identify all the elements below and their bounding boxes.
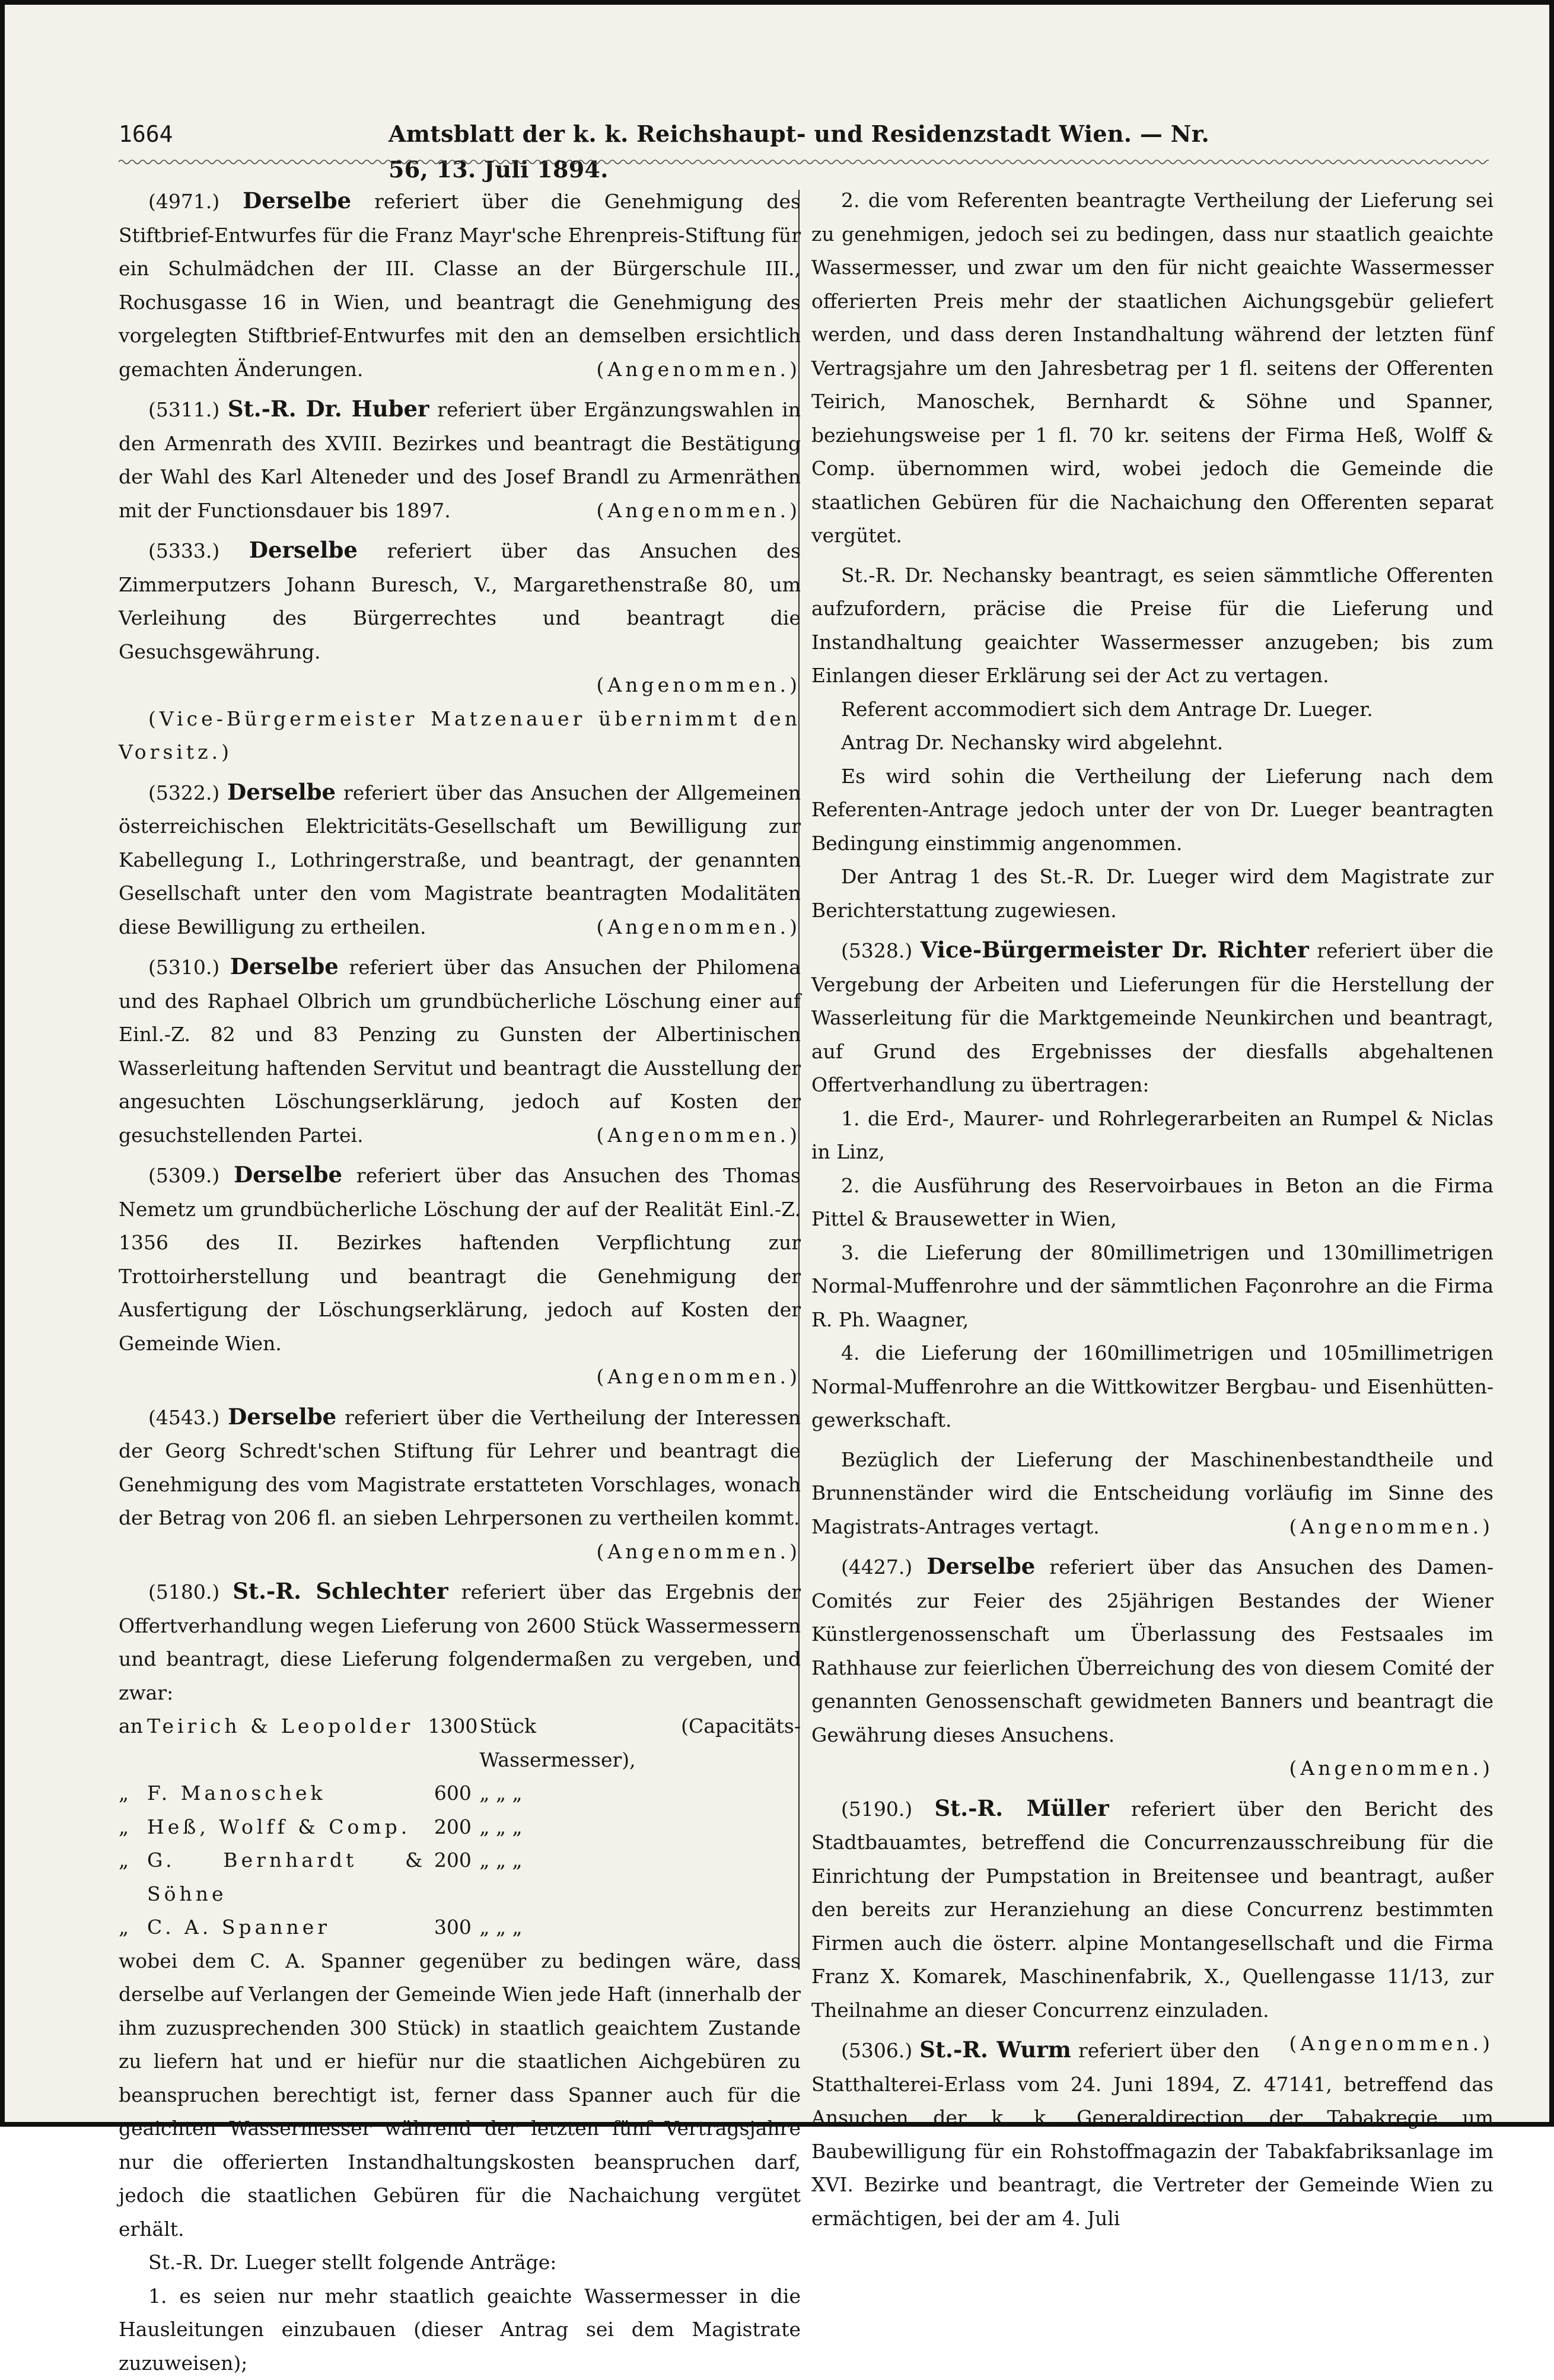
result-label: (Angenommen.) xyxy=(567,494,801,528)
entry-5180: (5180.) St.-R. Schlechter referiert über das Ergebnis der Offertverhandlung wegen Lieferung von 2600 Stück Wassermessern und beantragt, diese Lieferung folgendermaßen zu vergeben, und zwar: xyxy=(119,1574,801,1710)
header-title: Amtsblatt der k. k. Reichshaupt- und Residenzstadt Wien. — Nr. 56, 13. Juli 1894. xyxy=(388,116,1252,187)
nechansky-rejected: Antrag Dr. Nechansky wird abgelehnt. xyxy=(811,726,1494,760)
entry-5306: (5306.) St.-R. Wurm referiert über den Statthalterei-Erlass vom 24. Juni 1894, Z. 47141, betreffend das Ansuchen der k. k. Generaldirection der Tabakregie um Baubewilligung für ein Rohstoffmagazin der Tabakfabriksanlage im XVI. Bezirke und beantragt, die Vertreter der Gemeinde Wien zu ermächtigen, bei der am 4. Juli xyxy=(811,2033,1494,2235)
list-item: 2. die Ausführung des Reservoirbaues in Beton an die Firma Pittel & Brausewetter in Wien, xyxy=(811,1169,1494,1236)
list-item: 4. die Lieferung der 160millimetrigen und 105millimetrigen Normal-Muffenrohre an die Wittkowitzer Bergbau- und Eisenhütten-gewerkschaft. xyxy=(811,1337,1494,1437)
lueger-motion-1: 1. es seien nur mehr staatlich geaichte Wassermesser in die Hausleitungen einzubauen (dieser Antrag sei dem Magistrate zuzuweisen); xyxy=(119,2280,801,2380)
entry-5190: (5190.) St.-R. Müller referiert über den Bericht des Stadtbauamtes, betreffend die Concurrenzausschreibung für die Einrichtung der Pumpstation in Breitensee und beantragt, außer den bereits zur Heranziehung an diese Concurrenz bestimmten Firmen auch die österr. alpine Montangesellschaft und die Firma Franz X. Komarek, Maschinenfabrik, X., Quellengasse 11/13, zur Theilnahme an dieser Concurrenz einzuladen. (Angenommen.) xyxy=(811,1792,1494,2028)
entry-5180-tail: wobei dem C. A. Spanner gegenüber zu bedingen wäre, dass derselbe auf Verlangen der Gemeinde Wien jede Haft (innerhalb der ihm zuzusprechenden 300 Stück) in staatlich geaichtem Zustande zu liefern hat und er hiefür nur die staatlichen Aichgebüren zu beanspruchen berechtigt ist, ferner dass Spanner auch für die geaichten Wassermesser während der letzten fünf Vertragsjahre nur die offerierten Instandhaltungskosten beanspruchen darf, jedoch die staatlichen Gebüren für die Nachaichung vergütet erhält. xyxy=(119,1945,801,2247)
supplier-table xyxy=(119,1710,801,1945)
entry-5328-tail: Bezüglich der Lieferung der Maschinenbestandtheile und Brunnenständer wird die Entscheidung vorläufig im Sinne des Magistrats-Antrages vertagt. (Angenommen.) xyxy=(811,1443,1494,1544)
table-row: „ C. A. Spanner 300 „ „ „ xyxy=(119,1911,801,1945)
right-column xyxy=(811,184,1494,2235)
list-item: 1. die Erd-, Maurer- und Rohrlegerarbeiten an Rumpel & Niclas in Linz, xyxy=(811,1102,1494,1169)
motion-1-assigned: Der Antrag 1 des St.-R. Dr. Lueger wird dem Magistrate zur Berichterstattung zugewiesen. xyxy=(811,860,1494,927)
entry-5311: (5311.) St.-R. Dr. Huber referiert über Ergänzungswahlen in den Armenrath des XVIII. Bezirkes und beantragt die Bestätigung der Wahl des Karl Alteneder und des Josef Brandl zu Armenräthen mit der Functionsdauer bis 1897. (Angenommen.) xyxy=(119,392,801,527)
lueger-motion-2: 2. die vom Referenten beantragte Vertheilung der Lieferung sei zu genehmigen, jedoch sei zu bedingen, dass nur staatlich geaichte Wassermesser, und zwar um den für nicht geaichte Wassermesser offerierten Preis mehr der staatlichen Aichungsgebür geliefert werden, und dass deren Instandhaltung während der letzten fünf Vertragsjahre um den Jahresbetrag per 1 fl. seitens der Offerenten Teirich, Manoschek, Bernhardt & Söhne und Spanner, beziehungsweise per 1 fl. 70 kr. seitens der Firma Heß, Wolff & Comp. übernommen wird, wobei jedoch die Gemeinde die staatlichen Gebüren für die Nachaichung den Offerenten separat vergütet. xyxy=(811,184,1494,553)
result-label: (Angenommen.) xyxy=(567,911,801,944)
entry-4971: (4971.) Derselbe referiert über die Genehmigung des Stiftbrief-Entwurfes für die Franz Mayr'sche Ehrenpreis-Stiftung für ein Schulmädchen der III. Classe an der Bürgerschule III., Rochusgasse 16 in Wien, und beantragt die Genehmigung des vorgelegten Stiftbrief-Entwurfes mit den an demselben ersichtlich gemachten Änderungen. (Angenommen.) xyxy=(119,184,801,386)
entry-5328: (5328.) Vice-Bürgermeister Dr. Richter referiert über die Vergebung der Arbeiten und Lieferungen für die Herstellung der Wasserleitung für die Marktgemeinde Neunkirchen und beantragt, auf Grund des Ergebnisses der diesfalls abgehaltenen Offertverhandlung zu übertragen: xyxy=(811,933,1494,1102)
entry-5322: (5322.) Derselbe referiert über das Ansuchen der Allgemeinen österreichischen Elektricitäts-Gesellschaft um Bewilligung zur Kabellegung I., Lothringerstraße, und beantragt, der genannten Gesellschaft unter den vom Magistrate beantragten Modalitäten diese Bewilligung zu ertheilen. (Angenommen.) xyxy=(119,775,801,944)
header-wavy-rule xyxy=(119,158,1489,166)
result-label: (Angenommen.) xyxy=(567,353,801,387)
result-label: (Angenommen.) xyxy=(119,1535,801,1569)
table-row: „ Heß, Wolff & Comp. 200 „ „ „ xyxy=(119,1811,801,1844)
entry-5310: (5310.) Derselbe referiert über das Ansuchen der Philomena und des Raphael Olbrich um grundbücherliche Löschung einer auf Einl.-Z. 82 und 83 Penzing zu Gunsten der Albertinischen Wasserleitung haftenden Servitut und beantragt die Ausstellung der angesuchten Löschungserklärung, jedoch auf Kosten der gesuchstellenden Partei. (Angenommen.) xyxy=(119,950,801,1152)
table-row: „ F. Manoschek 600 „ „ „ xyxy=(119,1777,801,1811)
table-row: an Teirich & Leopolder 1300 Stück (Capacitäts-Wassermesser), xyxy=(119,1710,801,1777)
table-row: „ G. Bernhardt & Söhne 200 „ „ „ xyxy=(119,1844,801,1911)
result-label: (Angenommen.) xyxy=(1260,2027,1494,2061)
page-header xyxy=(119,116,1252,152)
referent-accommodates: Referent accommodiert sich dem Antrage Dr. Lueger. xyxy=(811,693,1494,727)
result-label: (Angenommen.) xyxy=(567,1119,801,1153)
entry-4543: (4543.) Derselbe referiert über die Vertheilung der Interessen der Georg Schredt'schen Stiftung für Lehrer und beantragt die Genehmigung des vom Magistrate erstatteten Vorschlages, wonach der Betrag von 206 fl. an sieben Lehrpersonen zu vertheilen kommt. (Angenommen.) xyxy=(119,1400,801,1569)
result-label: (Angenommen.) xyxy=(811,1752,1494,1786)
list-item: 3. die Lieferung der 80millimetrigen und 130millimetrigen Normal-Muffenrohre und der sämmtlichen Façonrohre an die Firma R. Ph. Waagner, xyxy=(811,1236,1494,1337)
lueger-intro: St.-R. Dr. Lueger stellt folgende Anträge: xyxy=(119,2246,801,2280)
page-number: 1664 xyxy=(119,116,173,152)
entry-4427: (4427.) Derselbe referiert über das Ansuchen des Damen-Comités zur Feier des 25jährigen Bestandes der Wiener Künstlergenossenschaft um Überlassung des Festsaales im Rathhause zur feierlichen Überreichung des von diesem Comité der genannten Genossenschaft gewidmeten Banners und beantragt die Gewährung dieses Ansuchens. (Angenommen.) xyxy=(811,1549,1494,1786)
entry-5309: (5309.) Derselbe referiert über das Ansuchen des Thomas Nemetz um grundbücherliche Löschung der auf der Realität Einl.-Z. 1356 des II. Bezirkes haftenden Verpflichtung zur Trottoirherstellung und beantragt die Genehmigung der Ausfertigung der Löschungserklärung, jedoch auf Kosten der Gemeinde Wien. (Angenommen.) xyxy=(119,1158,801,1394)
result-label: (Angenommen.) xyxy=(119,1360,801,1394)
nechansky-motion: St.-R. Dr. Nechansky beantragt, es seien sämmtliche Offerenten aufzufordern, präcise die Preise für die Lieferung und Instandhaltung geaichter Wassermesser anzugeben; bis zum Einlangen dieser Erklärung sei der Act zu vertagen. xyxy=(811,559,1494,693)
result-label: (Angenommen.) xyxy=(119,669,801,702)
chair-note: (Vice-Bürgermeister Matzenauer übernimmt den Vorsitz.) xyxy=(119,702,801,769)
entry-5333: (5333.) Derselbe referiert über das Ansuchen des Zimmerputzers Johann Buresch, V., Margarethenstraße 80, um Verleihung des Bürgerrechtes und beantragt die Gesuchsgewährung. (Angenommen.) xyxy=(119,533,801,702)
distribution-adopted: Es wird sohin die Vertheilung der Lieferung nach dem Referenten-Antrage jedoch unter der von Dr. Lueger beantragten Bedingung einstimmig angenommen. xyxy=(811,760,1494,861)
left-column xyxy=(119,184,801,2380)
result-label: (Angenommen.) xyxy=(1260,1510,1494,1544)
